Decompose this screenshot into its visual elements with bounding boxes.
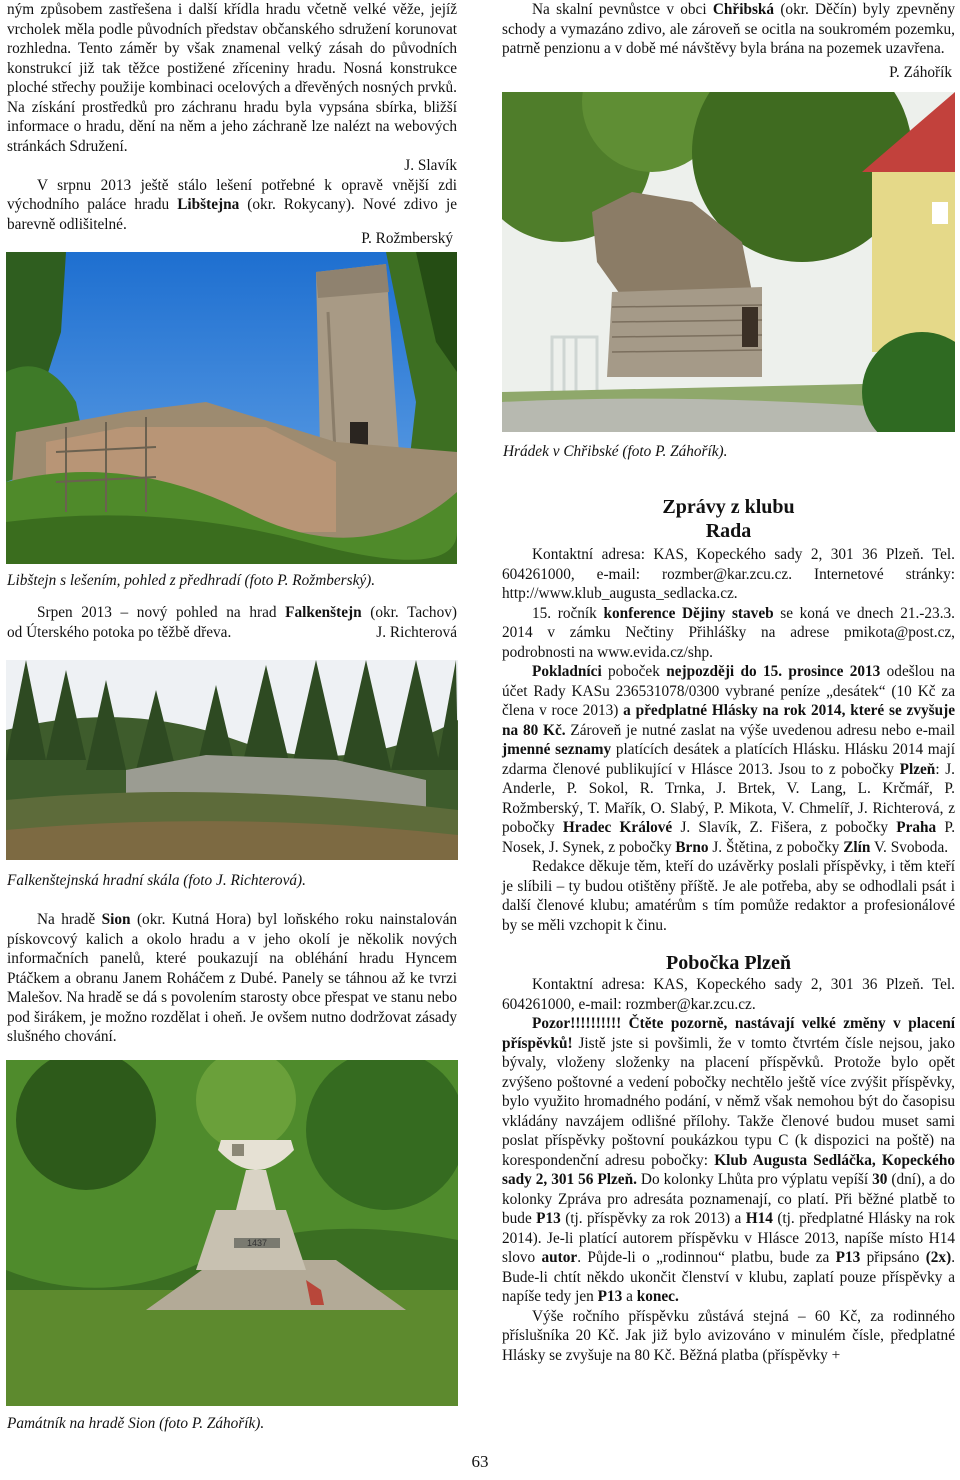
libstejn-signature-row	[7, 229, 457, 249]
attention-paragraph: Pozor!!!!!!!!!! Čtěte pozorně, nastávají velké změny v placení příspěvků! Jistě jste si povšimli, že v tomto čtvrtém čísle nejsou, jako bývaly, vloženy složenky na placení příspěvků. Protože bylo opět zvýšeno poštovné a vedení pobočky nechtělo ještě více zvýšit příspěvky, bylo využito hromadného podání, v němž však nemohou být do časopisu vkládány navzájem odlišné přílohy. Takže členové budou muset sami poslat příspěvky poštovní poukázkou typu C (k dispozici na poště) na korespondenční adresu pobočky: Klub Augusta Sedláčka, Kopeckého sady 2, 301 56 Plzeň. Do kolonky Lhůta pro výplatu vepíší 30 (dní), a do kolonky Zpráva pro adresáta poznamenají, co platí. Při běžné platbě to bude P13 (tj. příspěvky za rok 2013) a H14 (tj. předplatné Hlásky na rok 2014). Je-li platící autorem příspěvku v Hlásce 2013, napíše místo H14 slovo autor. Půjde-li o „rodinnou“ platbu, bude za P13 připsáno (2x). Bude-li chtít někdo ukončit členství v klubu, zaplatí pouze příspěvky a napíše tedy jen P13 a konec.	[502, 1015, 956, 1305]
falkenstejn-line2: od Úterského potoka po těžbě dřeva. J. Richterová	[7, 623, 457, 641]
monument-plaque-text: 1437	[246, 1238, 268, 1248]
chribska-photo	[502, 92, 955, 432]
fee-paragraph: Výše ročního příspěvku zůstává stejná – 60 Kč, za rodinného příslušníka 20 Kč. Jak již bylo avizováno v minulém čísle, předplatné Hlásky se zvyšuje na 80 Kč. Běžná platba (příspěvky +	[502, 1307, 955, 1364]
falkenstejn-photo	[6, 660, 458, 860]
falkenstejn-signature: J. Richterová	[376, 623, 457, 641]
conference-paragraph: 15. ročník konference Dějiny staveb se koná ve dnech 21.-23.3. 2014 v zámku Nečtiny Přihlášky na adrese pmikota@post.cz, podrobnosti na www.evida.cz/shp.	[502, 604, 955, 661]
intro-signature: J. Slavík	[404, 157, 457, 174]
chribska-caption: Hrádek v Chřibské (foto P. Záhořík).	[503, 443, 728, 460]
page-number: 63	[471, 1452, 489, 1471]
left-text-top	[7, 0, 457, 234]
intro-paragraph: ným způsobem zastřešena i další křídla hradu včetně velké věže, jejíž vrcholek měla podle původních představ občanského sdružení korunovat rozhledna. Tento záměr by však znamenal velký zásah do původních konstrukcí již tak těžce postižené zříceniny hradu. Nosná konstrukce ploché střechy použije kombinaci ocelových a dřevěných nosných prvků. Na získání prostředků pro záchranu hradu byla vypsána sbírka, bližší informace o hradu, dění na něm a jeho záchraně lze nalézt na webových stránkách Sdružení.	[7, 1, 457, 155]
rada-title: Rada	[705, 520, 752, 542]
libstejn-caption: Libštejn s lešením, pohled z předhradí (foto P. Rožmberský).	[7, 572, 376, 589]
plzen-branch-title: Pobočka Plzeň	[666, 952, 791, 974]
libstejn-photo	[6, 252, 457, 564]
chribska-signature: P. Záhořík	[889, 64, 952, 81]
libstejn-signature: P. Rožmberský	[361, 230, 453, 247]
club-news	[502, 495, 955, 1365]
sion-caption: Památník na hradě Sion (foto P. Záhořík).	[7, 1415, 265, 1432]
sion-paragraph: Na hradě Sion (okr. Kutná Hora) byl loňského roku nainstalován pískovcový kalich a okolo hradu a v jeho okolí je několik nových informačních panelů, které poukazují na obléhání hradu Hyncem Ptáčkem a obranu Janem Roháčem z Dubé. Panely se táhnou až ke tvrzi Malešov. Na hradě se dá s povolením starosty obce přespat ve stanu nebo pod širákem, je možno rozdělat i oheň. Je ovšem nutno dodržovat zásady slušného chování.	[7, 911, 458, 1045]
treasurers-paragraph: Pokladníci poboček nejpozději do 15. prosince 2013 odešlou na účet Rady KASu 236531078/0300 vybrané peníze „desátek“ (10 Kč za člena v roce 2013) a předplatné Hlásky na rok 2014, které se zvyšuje na 80 Kč. Zároveň je nutné zaslat na výše uvedenou adresu nebo e-mail jmenné seznamy platících desátek a platících Hlásku. Hlásku 2014 mají zdarma členové publikující v Hlásce 2013. Jsou to z pobočky Plzeň: J. Anderle, P. Sokol, R. Trnka, J. Brtek, V. Lang, L. Krčmář, P. Rožmberský, T. Mařík, O. Slabý, P. Mikota, V. Chmelíř, J. Richterová, z pobočky Hradec Králové J. Slavík, Z. Fišera, z pobočky Praha P. Nosek, J. Synek, z pobočky Brno J. Štětina, z pobočky Zlín V. Svoboda.	[502, 663, 956, 856]
libstejn-paragraph: V srpnu 2013 ještě stálo lešení potřebné k opravě vnější zdi východního paláce hradu Libštejna (okr. Rokycany). Nové zdivo je barevně odlišitelné.	[7, 176, 457, 233]
chribska-signature-row	[502, 63, 955, 83]
editors-paragraph: Redakce děkuje těm, kteří do uzávěrky poslali příspěvky, i těm kteří je slíbili – ty budou otištěny příště. Je ale potřeba, aby se odhodlali psát i další členové klubu; amatérům s tím pomůže redaktor a profesionálové by se měli vzchopit k činu.	[502, 858, 955, 934]
chribska-paragraph: Na skalní pevnůstce v obci Chřibská (okr. Děčín) byly zpevněny schody a vymazáno zdivo, ale zároveň se ocitla na soukromém pozemku, patrně penzionu a v době mé návštěvy byla brána na pozemek uzavřena.	[502, 1, 955, 57]
sion-photo	[6, 1060, 458, 1406]
rada-contact: Kontaktní adresa: KAS, Kopeckého sady 2, 301 36 Plzeň. Tel. 604261000, e-mail: rozmber@kar.zcu.cz. Internetové stránky: http://www.klub_augusta_sedlacka.cz.	[502, 546, 955, 602]
falkenstejn-line1: Srpen 2013 – nový pohled na hrad Falkenštejn (okr. Tachov)	[37, 604, 457, 621]
falkenstejn-caption: Falkenštejnská hradní skála (foto J. Richterová).	[7, 872, 306, 889]
chribska-text	[502, 0, 955, 59]
plzen-contact: Kontaktní adresa: KAS, Kopeckého sady 2, 301 36 Plzeň. Tel. 604261000, e-mail: rozmber@kar.zcu.cz.	[502, 976, 955, 1013]
sion-text	[7, 910, 457, 1047]
falkenstejn-text	[7, 603, 457, 642]
club-news-title: Zprávy z klubu	[662, 496, 795, 518]
